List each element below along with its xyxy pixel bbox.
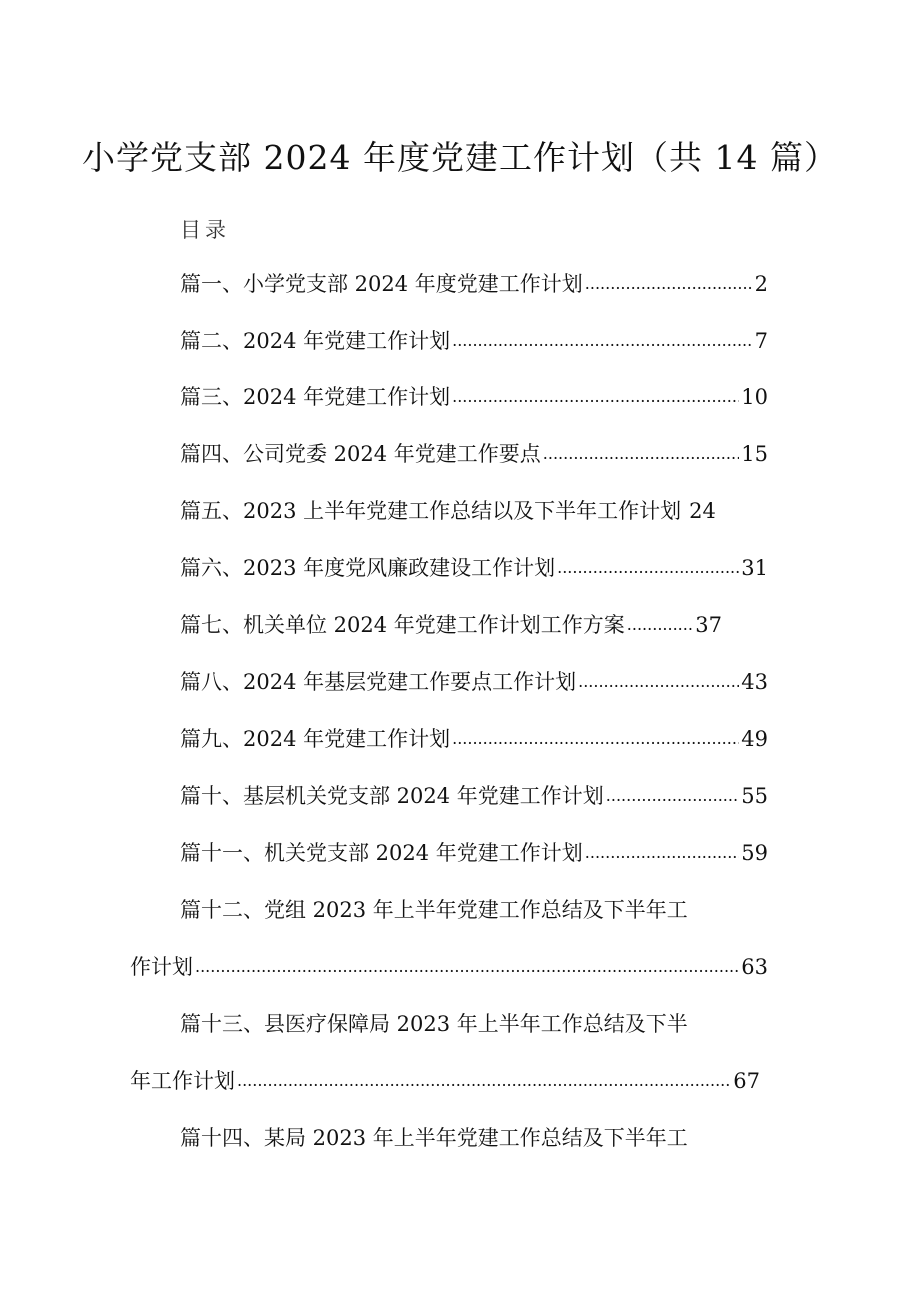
toc-leader-dots bbox=[578, 668, 739, 689]
toc-entry-label: 篇六、2023 年度党风廉政建设工作计划 bbox=[180, 556, 556, 580]
toc-entry-9[interactable] bbox=[180, 723, 768, 753]
toc-entry-page: 55 bbox=[741, 784, 768, 808]
toc-entry-12-line-2[interactable] bbox=[130, 951, 768, 981]
toc-entry-label: 篇一、小学党支部 2024 年度党建工作计划 bbox=[180, 272, 583, 296]
toc-entry-page: 49 bbox=[741, 727, 768, 751]
toc-entry-3[interactable] bbox=[180, 381, 768, 411]
toc-entry-page: 2 bbox=[754, 272, 768, 296]
toc-entry-11[interactable] bbox=[180, 837, 768, 867]
toc-entry-14-line-1[interactable]: 篇十四、某局 2023 年上半年党建工作总结及下半年工 bbox=[180, 1126, 688, 1150]
toc-entry-10[interactable] bbox=[180, 780, 768, 810]
toc-entry-page: 10 bbox=[741, 385, 768, 409]
document-title: 小学党支部 2024 年度党建工作计划（共 14 篇） bbox=[82, 138, 838, 177]
toc-entry-label: 篇十、基层机关党支部 2024 年党建工作计划 bbox=[180, 784, 604, 808]
toc-entry-page: 7 bbox=[754, 329, 768, 353]
toc-entry-13-line-2[interactable] bbox=[130, 1065, 760, 1095]
toc-leader-dots bbox=[585, 839, 739, 860]
toc-entry-4[interactable] bbox=[180, 438, 768, 468]
toc-leader-dots bbox=[627, 611, 693, 632]
toc-entry-13-line-1[interactable]: 篇十三、县医疗保障局 2023 年上半年工作总结及下半 bbox=[180, 1012, 688, 1036]
toc-entry-label: 篇三、2024 年党建工作计划 bbox=[180, 385, 451, 409]
toc-entry-page: 43 bbox=[741, 670, 768, 694]
toc-entry-label: 篇十一、机关党支部 2024 年党建工作计划 bbox=[180, 841, 583, 865]
toc-entry-page: 63 bbox=[741, 955, 768, 979]
toc-entry-page: 24 bbox=[689, 499, 716, 523]
toc-entry-8[interactable] bbox=[180, 666, 768, 696]
toc-entry-1[interactable] bbox=[180, 268, 768, 298]
toc-leader-dots bbox=[452, 725, 739, 746]
toc-entry-page: 15 bbox=[741, 442, 768, 466]
toc-entry-label: 篇四、公司党委 2024 年党建工作要点 bbox=[180, 442, 541, 466]
toc-entry-page: 37 bbox=[695, 613, 722, 637]
toc-leader-dots bbox=[452, 327, 753, 348]
toc-entry-label: 篇八、2024 年基层党建工作要点工作计划 bbox=[180, 670, 577, 694]
toc-heading: 目录 bbox=[180, 218, 230, 242]
toc-entry-label: 篇七、机关单位 2024 年党建工作计划工作方案 bbox=[180, 613, 625, 637]
toc-entry-label: 年工作计划 bbox=[130, 1069, 235, 1093]
toc-leader-dots bbox=[237, 1067, 731, 1088]
toc-entry-label: 篇二、2024 年党建工作计划 bbox=[180, 329, 451, 353]
toc-entry-page: 59 bbox=[741, 841, 768, 865]
toc-leader-dots bbox=[557, 554, 739, 575]
toc-leader-dots bbox=[606, 782, 739, 803]
toc-entry-page: 67 bbox=[733, 1069, 760, 1093]
toc-entry-page: 31 bbox=[741, 556, 768, 580]
toc-leader-dots bbox=[585, 270, 753, 291]
toc-entry-label: 篇五、2023 上半年党建工作总结以及下半年工作计划 bbox=[180, 499, 682, 523]
toc-entry-label: 作计划 bbox=[130, 955, 193, 979]
toc-entry-7[interactable] bbox=[180, 609, 722, 639]
toc-leader-dots bbox=[543, 440, 739, 461]
toc-entry-label: 篇九、2024 年党建工作计划 bbox=[180, 727, 451, 751]
toc-leader-dots bbox=[452, 383, 739, 404]
toc-entry-2[interactable] bbox=[180, 325, 768, 355]
toc-entry-12-line-1[interactable]: 篇十二、党组 2023 年上半年党建工作总结及下半年工 bbox=[180, 898, 688, 922]
toc-entry-5[interactable] bbox=[180, 495, 768, 525]
toc-leader-dots bbox=[195, 953, 739, 974]
toc-entry-6[interactable] bbox=[180, 552, 768, 582]
